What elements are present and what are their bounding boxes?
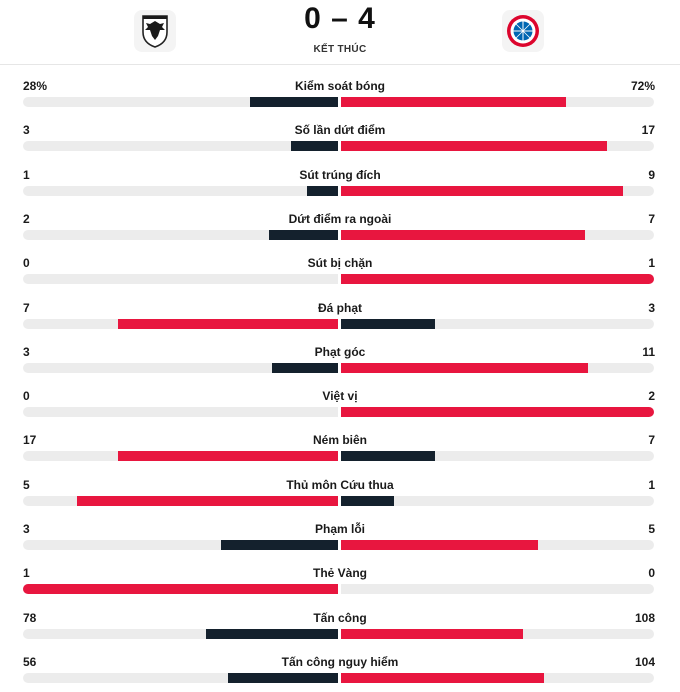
away-stat-bar	[341, 496, 394, 506]
away-stat-track	[341, 97, 654, 107]
away-stat-track	[341, 274, 654, 284]
away-stat-track	[341, 673, 654, 683]
stat-row	[0, 199, 680, 243]
stat-label: Kiểm soát bóng	[294, 79, 385, 93]
home-stat-track	[23, 274, 338, 284]
home-stat-bar	[291, 141, 338, 151]
home-stat-track	[23, 97, 338, 107]
home-stat-track	[23, 363, 338, 373]
match-header	[0, 0, 680, 65]
stat-row	[0, 553, 680, 597]
away-stat-value: 7	[648, 433, 655, 448]
away-stat-bar	[341, 319, 435, 329]
stat-label: Sút trúng đích	[299, 167, 381, 182]
match-status: KẾT THÚC	[313, 44, 367, 55]
away-stat-value: 108	[634, 610, 655, 625]
home-stat-track	[23, 141, 338, 151]
stat-label: Việt vị	[322, 389, 358, 404]
stat-label: Sút bị chặn	[307, 256, 373, 271]
away-stat-bar	[341, 363, 588, 373]
away-stat-value: 2	[648, 389, 655, 404]
away-stat-track	[341, 186, 654, 196]
home-stat-track	[23, 540, 338, 550]
away-stat-bar	[341, 97, 566, 107]
home-stat-track	[23, 186, 338, 196]
away-stat-value: 72%	[630, 79, 655, 93]
away-stat-value: 5	[648, 522, 655, 536]
stat-row	[0, 66, 680, 110]
stat-row	[0, 642, 680, 686]
away-stat-value: 3	[648, 300, 655, 315]
stat-label: Phạt góc	[314, 344, 366, 359]
away-stat-track	[341, 496, 654, 506]
home-stat-bar	[77, 496, 338, 506]
away-stat-track	[341, 141, 654, 151]
away-stat-value: 11	[642, 344, 655, 359]
stat-row	[0, 288, 680, 332]
home-stat-bar	[221, 540, 338, 550]
away-stat-value: 7	[648, 211, 655, 226]
away-stat-track	[341, 451, 654, 461]
home-stat-value: 3	[23, 123, 30, 138]
stat-label: Ném biên	[312, 433, 367, 448]
stat-label: Thẻ Vàng	[312, 566, 367, 581]
home-stat-bar	[118, 319, 339, 329]
away-stat-track	[341, 407, 654, 417]
away-stat-value: 1	[648, 477, 655, 492]
home-stat-value: 2	[23, 211, 30, 226]
stat-label: Thủ môn Cứu thua	[286, 477, 394, 492]
stat-row	[0, 509, 680, 553]
away-stat-track	[341, 319, 654, 329]
stat-label: Tấn công nguy hiểm	[281, 654, 399, 669]
away-stat-bar	[341, 540, 538, 550]
home-stat-track	[23, 673, 338, 683]
stat-label: Dứt điểm ra ngoài	[288, 211, 392, 226]
home-stat-track	[23, 407, 338, 417]
stat-row	[0, 465, 680, 509]
home-stat-bar	[250, 97, 338, 107]
home-stat-value: 17	[23, 433, 37, 448]
home-stat-bar	[272, 363, 338, 373]
stat-row	[0, 332, 680, 376]
stat-label: Phạm lỗi	[314, 522, 365, 536]
home-stat-track	[23, 230, 338, 240]
away-stat-bar	[341, 141, 607, 151]
home-stat-bar	[206, 629, 338, 639]
match-score: 0 – 4	[304, 2, 376, 35]
stat-row	[0, 110, 680, 154]
home-stat-bar	[118, 451, 339, 461]
home-stat-value: 3	[23, 344, 30, 359]
away-stat-bar	[341, 274, 654, 284]
home-stat-value: 78	[23, 610, 37, 625]
home-stat-track	[23, 584, 338, 594]
home-stat-value: 56	[23, 654, 37, 669]
home-stat-track	[23, 319, 338, 329]
away-stat-track	[341, 540, 654, 550]
away-stat-value: 1	[648, 256, 655, 271]
home-stat-value: 0	[23, 389, 30, 404]
away-stat-bar	[341, 230, 585, 240]
home-stat-value: 3	[23, 522, 30, 536]
home-stat-value: 1	[23, 566, 30, 581]
away-stat-bar	[341, 673, 544, 683]
home-stat-track	[23, 451, 338, 461]
stat-row	[0, 243, 680, 287]
home-stat-bar	[307, 186, 339, 196]
home-stat-track	[23, 496, 338, 506]
away-stat-value: 9	[648, 167, 655, 182]
stat-label: Tấn công	[313, 610, 367, 625]
away-stat-track	[341, 230, 654, 240]
stat-row	[0, 376, 680, 420]
home-stat-value: 1	[23, 167, 30, 182]
stat-row	[0, 155, 680, 199]
home-stat-bar	[228, 673, 338, 683]
away-stat-track	[341, 363, 654, 373]
stat-label: Đá phạt	[317, 300, 362, 315]
stat-row	[0, 420, 680, 464]
home-stat-bar	[23, 584, 338, 594]
away-stat-bar	[341, 629, 523, 639]
home-stat-value: 28%	[23, 79, 48, 93]
away-stat-track	[341, 584, 654, 594]
away-stat-value: 104	[634, 654, 655, 669]
home-stat-bar	[269, 230, 338, 240]
away-stat-value: 0	[648, 566, 655, 581]
away-stat-bar	[341, 186, 623, 196]
home-stat-value: 0	[23, 256, 30, 271]
away-stat-bar	[341, 451, 435, 461]
home-stat-track	[23, 629, 338, 639]
stat-label: Số lần dứt điểm	[294, 123, 386, 138]
stat-row	[0, 598, 680, 642]
away-team-logo[interactable]	[502, 10, 544, 52]
away-stat-track	[341, 629, 654, 639]
away-stat-bar	[341, 407, 654, 417]
home-stat-value: 7	[23, 300, 30, 315]
bayern-munich-crest-icon	[506, 14, 540, 48]
away-stat-value: 17	[641, 123, 655, 138]
home-stat-value: 5	[23, 477, 30, 492]
